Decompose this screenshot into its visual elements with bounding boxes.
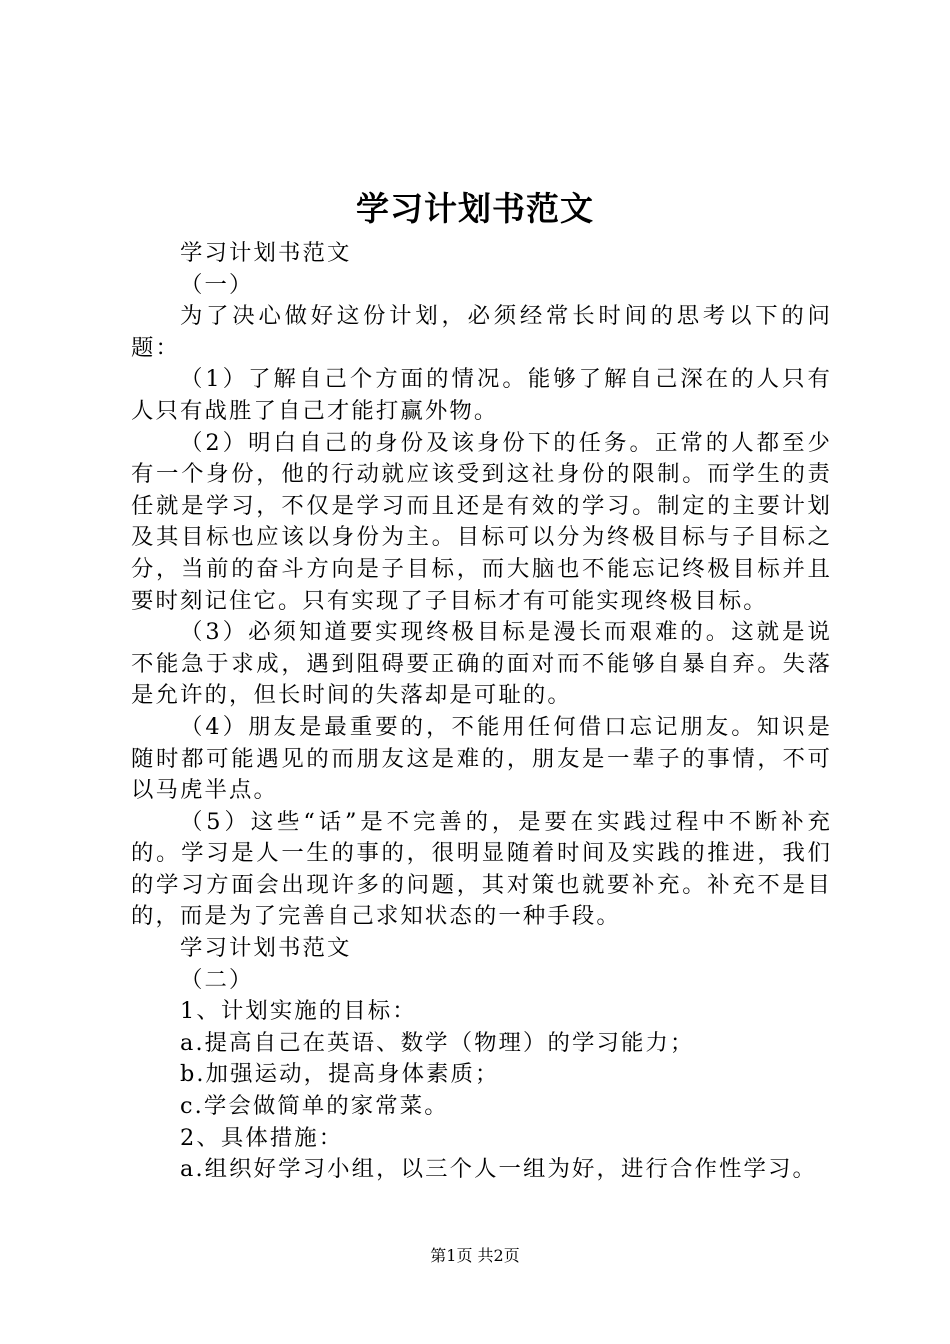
list-item: b.加强运动，提高身体素质； xyxy=(180,1061,500,1088)
list-heading: 2、具体措施： xyxy=(180,1124,344,1151)
page-footer: 第1页 共2页 xyxy=(430,1246,520,1265)
list-item: c.学会做简单的家常菜。 xyxy=(180,1093,449,1120)
paragraph: （4）朋友是最重要的，不能用任何借口忘记朋友。知识是随时都可能遇见的而朋友这是难的，朋友是一辈子的事情，不可以马虎半点。 xyxy=(131,713,832,804)
list-heading: 1、计划实施的目标： xyxy=(180,998,417,1025)
section-number: （二） xyxy=(180,966,254,993)
document-body xyxy=(131,238,832,1186)
document-title: 学习计划书范文 xyxy=(356,189,594,228)
paragraph: 为了决心做好这份计划，必须经常长时间的思考以下的问题： xyxy=(131,303,832,361)
list-item: a.提高自己在英语、数学（物理）的学习能力； xyxy=(180,1029,695,1056)
section-number: （一） xyxy=(180,271,254,298)
paragraph: （2）明白自己的身份及该身份下的任务。正常的人都至少有一个身份，他的行动就应该受到这社身份的限制。而学生的责任就是学习，不仅是学习而且还是有效的学习。制定的主要计划及其目标也应该以身份为主。目标可以分为终极目标与子目标之分，当前的奋斗方向是子目标，而大脑也不能忘记终极目标并且要时刻记住它。只有实现了子目标才有可能实现终极目标。 xyxy=(131,429,832,614)
section-heading: 学习计划书范文 xyxy=(180,240,352,266)
section-heading: 学习计划书范文 xyxy=(180,935,352,962)
paragraph: （1）了解自己个方面的情况。能够了解自己深在的人只有人只有战胜了自己才能打赢外物。 xyxy=(131,366,832,424)
paragraph: （5）这些“话”是不完善的，是要在实践过程中不断补充的。学习是人一生的事的，很明显随着时间及实践的推进，我们的学习方面会出现许多的问题，其对策也就要补充。补充不是目的，而是为了完善自己求知状态的一种手段。 xyxy=(131,808,832,930)
list-item: a.组织好学习小组，以三个人一组为好，进行合作性学习。 xyxy=(180,1156,817,1183)
paragraph: （3）必须知道要实现终极目标是漫长而艰难的。这就是说不能急于求成，遇到阻碍要正确的面对而不能够自暴自弃。失落是允许的，但长时间的失落却是可耻的。 xyxy=(131,619,832,709)
